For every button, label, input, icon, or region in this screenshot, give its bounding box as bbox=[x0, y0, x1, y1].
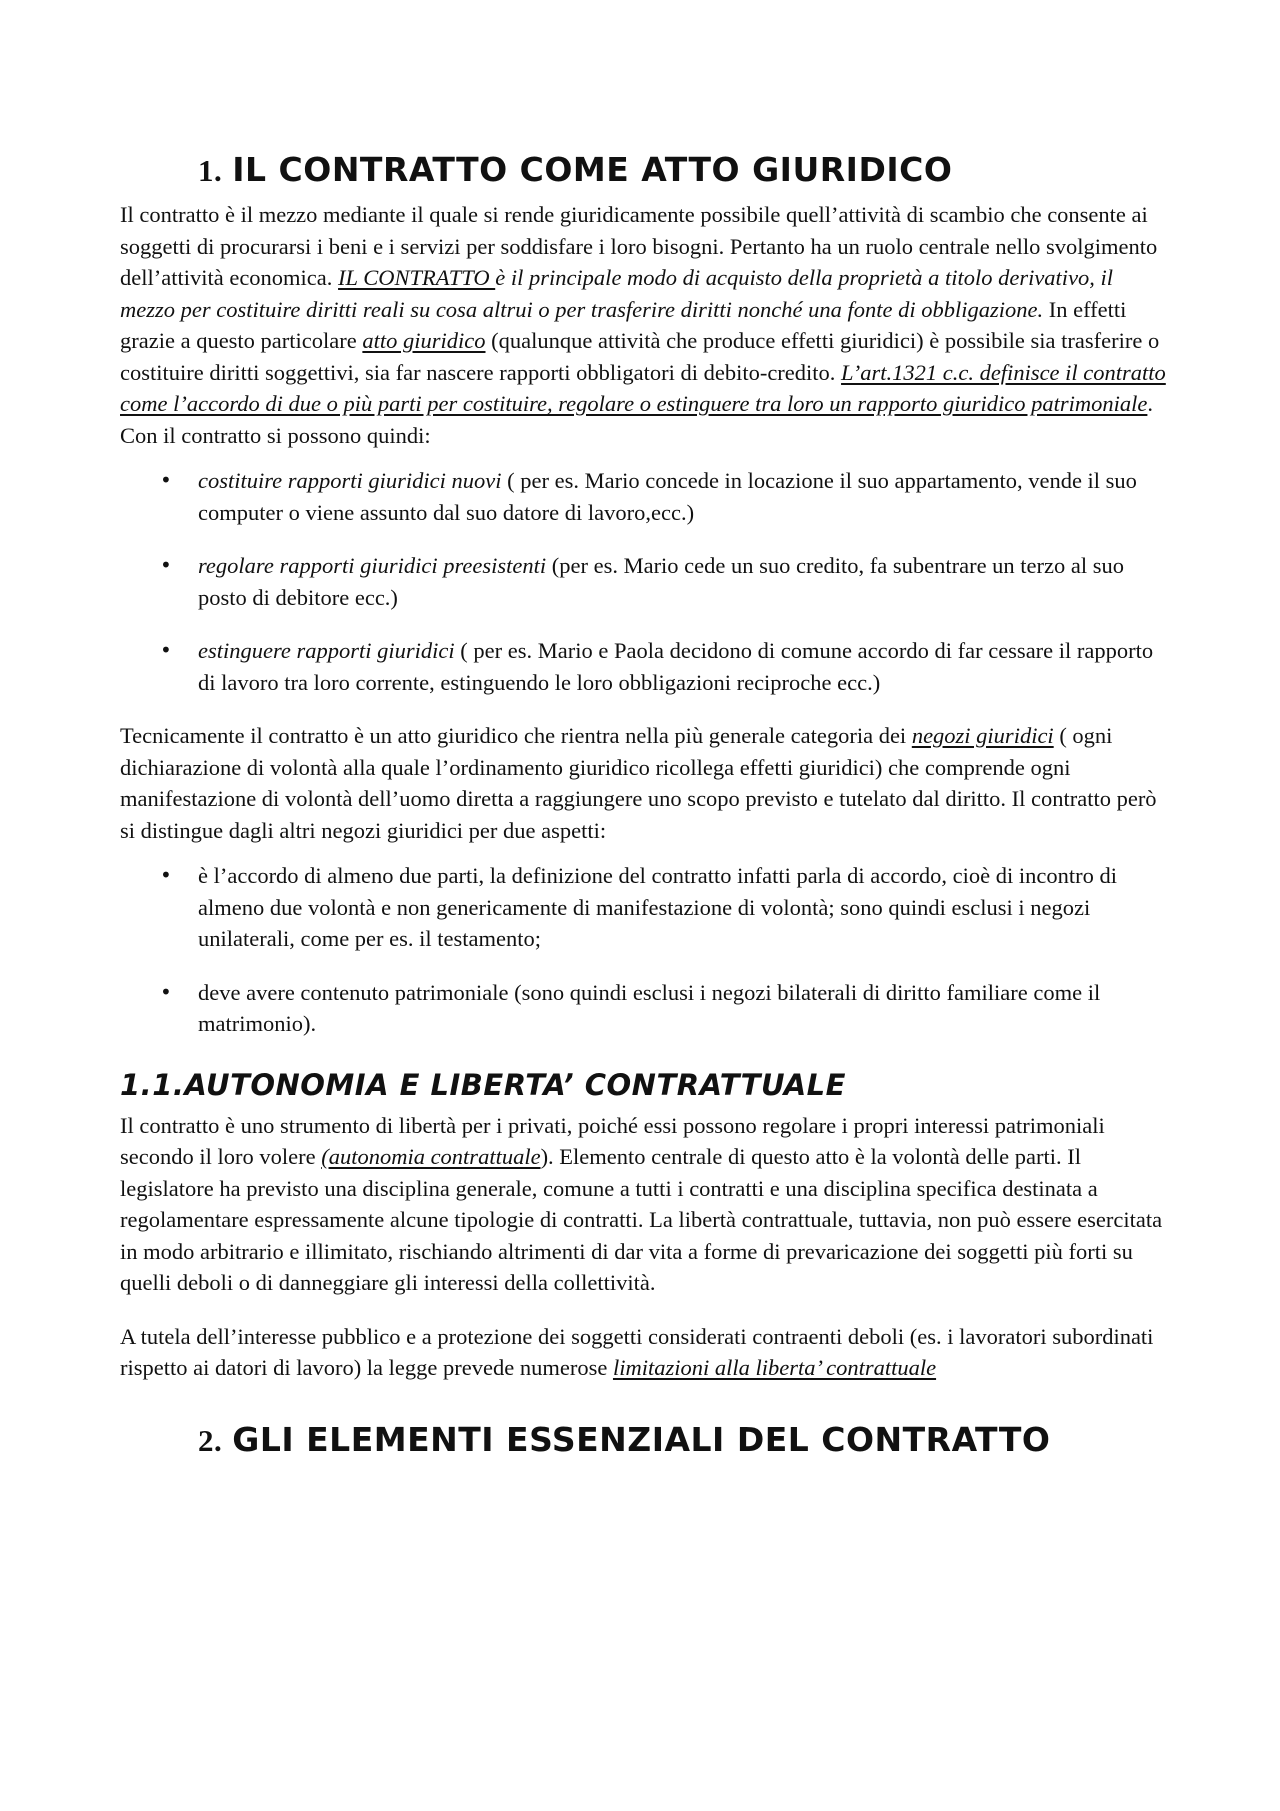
section-1-1-paragraph-2 bbox=[120, 1321, 1170, 1384]
link-art-1321[interactable]: L’art.1321 c.c. definisce il contratto come l’accordo di due o più parti per costituire, regolare o estinguere tra loro un rapporto giuridico patrimoniale bbox=[120, 359, 1166, 416]
para2-text-2: ( ogni dichiarazione di volontà alla quale l’ordinamento giuridico ricollega effetti giuridici) che comprende ogni manifestazione di volontà dell’uomo diretta a raggiungere uno scopo previsto e tutelato dal diritto. Il contratto però si distingue dagli altri negozi giuridici per due aspetti: bbox=[120, 723, 1157, 843]
bullet-icon: • bbox=[160, 979, 172, 1004]
section-1-intro bbox=[120, 199, 1170, 451]
section-2-number: 2. bbox=[198, 1422, 223, 1458]
link-negozi-giuridici[interactable]: negozi giuridici bbox=[911, 723, 1054, 748]
document-content bbox=[120, 148, 1170, 1469]
bullet-list-1 bbox=[120, 465, 1170, 698]
section-1-1-paragraph-1 bbox=[120, 1110, 1170, 1299]
intro-text-4: (qualunque attività che produce effetti giuridici) è possibile sia trasferire o costituire diritti soggettivi, sia far nascere rapporti obbligatori di debito-credito. bbox=[120, 328, 1160, 385]
s11-p1-text-2: ). Elemento centrale di questo atto è la volontà delle parti. Il legislatore ha previsto una disciplina generale, comune a tutti i contratti e una disciplina specifica destinata a regolamentare espressamente alcune tipologie di contratti. La libertà contrattuale, tuttavia, non può essere esercitata in modo arbitrario e illimitato, rischiando altrimenti di dar vita a forme di prevaricazione dei soggetti più forti su quelli deboli o di danneggiare gli interessi della collettività. bbox=[120, 1144, 1163, 1295]
s11-p2-text-1: A tutela dell’interesse pubblico e a protezione dei soggetti considerati contraenti deboli (es. i lavoratori subordinati rispetto ai datori di lavoro) la legge prevede numerose bbox=[120, 1323, 1154, 1380]
intro-text-3: In effetti grazie a questo particolare bbox=[120, 296, 1127, 353]
link-atto-giuridico[interactable]: atto giuridico bbox=[362, 328, 486, 353]
bullet-text: (per es. Mario cede un suo credito, fa subentrare un terzo al suo posto di debitore ecc.) bbox=[198, 553, 1125, 610]
bullet-term: estinguere rapporti giuridici bbox=[198, 638, 455, 663]
section-2-title: GLI ELEMENTI ESSENZIALI DEL CONTRATTO bbox=[232, 1419, 1051, 1459]
bullet-list-2 bbox=[120, 860, 1170, 1040]
section-1-1-heading: 1.1.AUTONOMIA E LIBERTA’ CONTRATTUALE bbox=[120, 1067, 846, 1102]
bullet-term: regolare rapporti giuridici preesistenti bbox=[198, 553, 547, 578]
list-item bbox=[120, 860, 1170, 955]
list-item bbox=[120, 977, 1170, 1040]
bullet-icon: • bbox=[160, 468, 172, 492]
bullet-text: è l’accordo di almeno due parti, la definizione del contratto infatti parla di accordo, cioè di incontro di almeno due volontà e non genericamente di manifestazione di volontà; sono quindi esclusi i negozi unilaterali, come per es. il testamento; bbox=[198, 863, 1118, 951]
list-item bbox=[120, 465, 1170, 528]
section-2-heading bbox=[198, 1418, 1170, 1463]
section-1-heading bbox=[198, 148, 1170, 193]
intro-text-2: è il principale modo di acquisto della proprietà a titolo derivativo, il mezzo per costituire diritti reali su cosa altrui o per trasferire diritti nonché una fonte di obbligazione. bbox=[120, 265, 1114, 322]
list-item bbox=[120, 635, 1170, 698]
bullet-text: ( per es. Mario e Paola decidono di comune accordo di far cessare il rapporto di lavoro tra loro corrente, estinguendo le loro obbligazioni reciproche ecc.) bbox=[198, 638, 1154, 695]
s11-p1-text-1: Il contratto è uno strumento di libertà per i privati, poiché essi possono regolare i propri interessi patrimoniali secondo il loro volere bbox=[120, 1112, 1105, 1169]
section-1-paragraph-2 bbox=[120, 720, 1170, 846]
bullet-text: deve avere contenuto patrimoniale (sono quindi esclusi i negozi bilaterali di diritto familiare come il matrimonio). bbox=[198, 979, 1101, 1036]
section-1-title: IL CONTRATTO COME ATTO GIURIDICO bbox=[232, 150, 953, 189]
intro-text-5: . Con il contratto si possono quindi: bbox=[120, 391, 1154, 448]
bullet-icon: • bbox=[160, 553, 172, 577]
bullet-text: ( per es. Mario concede in locazione il suo appartamento, vende il suo computer o viene assunto dal suo datore di lavoro,ecc.) bbox=[198, 468, 1137, 525]
para2-text-1: Tecnicamente il contratto è un atto giuridico che rientra nella più generale categoria dei bbox=[120, 723, 912, 748]
link-il-contratto[interactable]: IL CONTRATTO bbox=[338, 265, 496, 290]
bullet-icon: • bbox=[160, 863, 172, 887]
paragraph-gap bbox=[120, 1299, 1170, 1321]
list-item bbox=[120, 550, 1170, 613]
bullet-term: costituire rapporti giuridici nuovi bbox=[198, 468, 502, 493]
bullet-icon: • bbox=[160, 638, 172, 662]
intro-text-1: Il contratto è il mezzo mediante il quale si rende giuridicamente possibile quell’attività di scambio che consente ai soggetti di procurarsi i beni e i servizi per soddisfare i loro bisogni. Pertanto ha un ruolo centrale nello svolgimento dell’attività economica. bbox=[120, 202, 1158, 290]
link-autonomia-contrattuale[interactable]: (autonomia contrattuale bbox=[321, 1144, 541, 1169]
section-1-number: 1. bbox=[198, 153, 223, 188]
link-limitazioni-liberta[interactable]: limitazioni alla liberta’ contrattuale bbox=[612, 1355, 937, 1380]
